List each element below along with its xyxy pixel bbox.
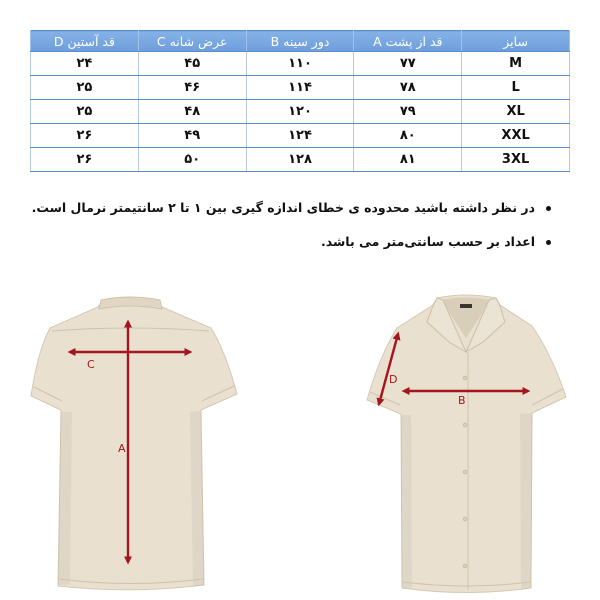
sleeve-cell: ۲۵ [31,100,139,124]
table-row [31,148,570,172]
back-length-cell: ۷۷ [354,52,462,76]
sleeve-cell: ۲۶ [31,124,139,148]
sleeve-label-d: D [389,373,398,386]
shirt-button [463,423,467,427]
chest-cell: ۱۱۴ [246,76,354,100]
shoulder-cell: ۵۰ [138,148,246,172]
shirt-button [463,564,467,568]
table-row [31,52,570,76]
front-right-side-shade [520,413,532,589]
size-cell: XL [462,100,570,124]
size-table-body [31,52,570,172]
shirt-button [463,517,467,521]
header-back-length-a: قد از پشت A [354,31,462,52]
back-view-shirt [31,297,237,590]
size-cell: 3XL [462,148,570,172]
chest-label-b: B [458,394,466,407]
sleeve-cell: ۲۶ [31,148,139,172]
back-length-cell: ۸۰ [354,124,462,148]
back-length-cell: ۸۱ [354,148,462,172]
size-cell: XXL [462,124,570,148]
table-row [31,124,570,148]
size-table-head [31,31,570,52]
header-sleeve-d: قد آستین D [31,31,139,52]
front-view-shirt [367,295,566,593]
chest-cell: ۱۲۸ [246,148,354,172]
shoulder-label-c: C [87,358,95,371]
back-length-cell: ۷۹ [354,100,462,124]
size-table [30,30,570,172]
header-chest-b: دور سینه B [246,31,354,52]
collar-tag [460,304,472,308]
units-note: اعداد بر حسب سانتی‌متر می باشد. [320,234,535,249]
sleeve-cell: ۲۴ [31,52,139,76]
measurement-tolerance-note: در نظر داشته باشید محدوده ی خطای اندازه گیری بین ۱ تا ۲ سانتیمتر نرمال است. [31,200,535,215]
length-label-a: A [118,442,126,455]
back-length-cell: ۷۸ [354,76,462,100]
size-cell: L [462,76,570,100]
shoulder-cell: ۴۵ [138,52,246,76]
chest-cell: ۱۲۰ [246,100,354,124]
shirt-button [463,376,467,380]
shirt-button [463,470,467,474]
shoulder-cell: ۴۸ [138,100,246,124]
bullet-icon [546,206,551,211]
front-left-side-shade [401,415,412,588]
table-row [31,76,570,100]
table-row [31,100,570,124]
header-size: سایز [462,31,570,52]
shoulder-cell: ۴۶ [138,76,246,100]
size-cell: M [462,52,570,76]
note-item [51,233,551,251]
notes-list [31,199,551,267]
chest-cell: ۱۱۰ [246,52,354,76]
shirt-diagrams [0,280,600,600]
chest-cell: ۱۲۴ [246,124,354,148]
sleeve-cell: ۲۵ [31,76,139,100]
shoulder-cell: ۴۹ [138,124,246,148]
bullet-icon [546,240,551,245]
header-row [31,31,570,52]
note-item [31,199,551,217]
header-shoulder-c: عرض شانه C [138,31,246,52]
